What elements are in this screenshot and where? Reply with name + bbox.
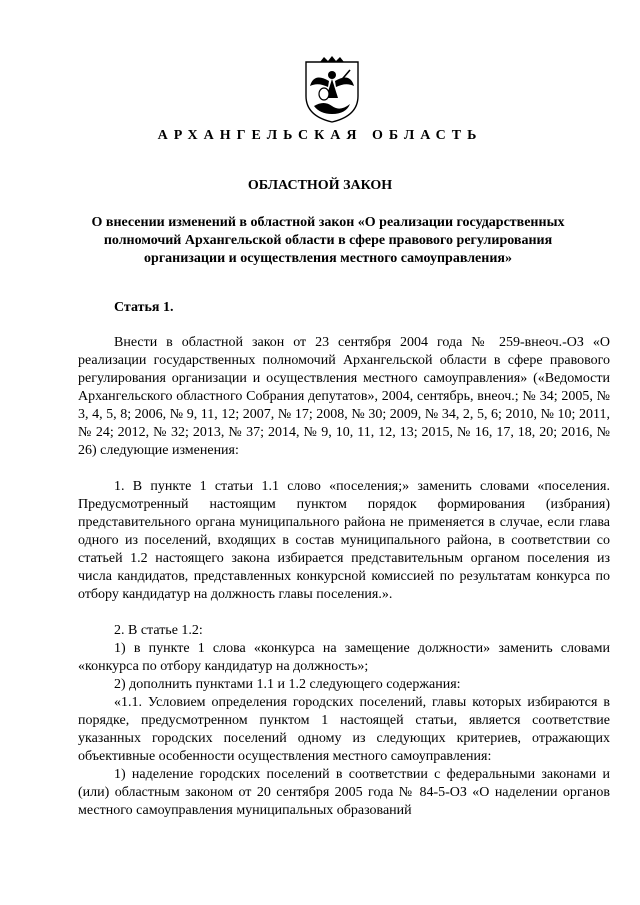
item-2-quote-paragraph: «1.1. Условием определения городских поселений, главы которых избираются в порядке, предусмотренном пунктом 1 настоящей статьи, является соответствие указанных городских поселений одному из следующих критериев, отражающих объективные особенности осуществления местного самоуправления:	[78, 695, 610, 764]
article-heading: Статья 1.	[114, 300, 174, 315]
article-intro-paragraph: Внести в областной закон от 23 сентября 2004 года № 259-внеоч.-ОЗ «О реализации государственных полномочий Архангельской области в сфере правового регулирования организации и осуществления местного самоуправления» («Ведомости Архангельского областного Собрания депутатов», 2004, сентябрь, внеоч.; № 34; 2005, № 3, 4, 5, 8; 2006, № 9, 11, 12; 2007, № 17; 2008, № 30; 2009, № 34, 2, 5, 6; 2010, № 10; 2011, № 24; 2012, № 32; 2013, № 37; 2014, № 9, 10, 11, 12, 13; 2015, № 16, 17, 18, 20; 2016, № 26) следующие изменения:	[78, 335, 610, 458]
item-2-subitem-2: 2) дополнить пунктами 1.1 и 1.2 следующего содержания:	[114, 677, 461, 692]
item-1-paragraph: 1. В пункте 1 статьи 1.1 слово «поселения;» заменить словами «поселения. Предусмотренный настоящим пунктом порядок формирования (избрания) представительного органа муниципального района не применяется в случае, если глава одного из поселений, входящих в состав муниципального района, в соответствии со статьей 1.2 настоящего закона избирается представительным органом поселения из числа кандидатов, представленных конкурсной комиссией по результатам конкурса по отбору кандидатур на должность главы поселения.».	[78, 479, 610, 602]
item-2-quote-subitem-1: 1) наделение городских поселений в соответствии с федеральными законами и (или) областным законом от 20 сентября 2005 года № 84-5-ОЗ «О наделении органов местного самоуправления муниципальных образований	[78, 767, 610, 818]
coat-of-arms-icon	[300, 56, 364, 124]
law-title: О внесении изменений в областной закон «О реализации государственных полномочий Архангельской области в сфере правового регулирования организации и осуществления местного самоуправления»	[91, 215, 565, 266]
article-body	[78, 334, 610, 820]
item-2-subitem-1: 1) в пункте 1 слова «конкурса на замещение должности» заменить словами «конкурса по отбору кандидатур на должность»;	[78, 641, 610, 674]
law-type: ОБЛАСТНОЙ ЗАКОН	[247, 178, 393, 193]
region-name: АРХАНГЕЛЬСКАЯ ОБЛАСТЬ	[157, 128, 483, 143]
item-2-heading: 2. В статье 1.2:	[114, 623, 203, 638]
